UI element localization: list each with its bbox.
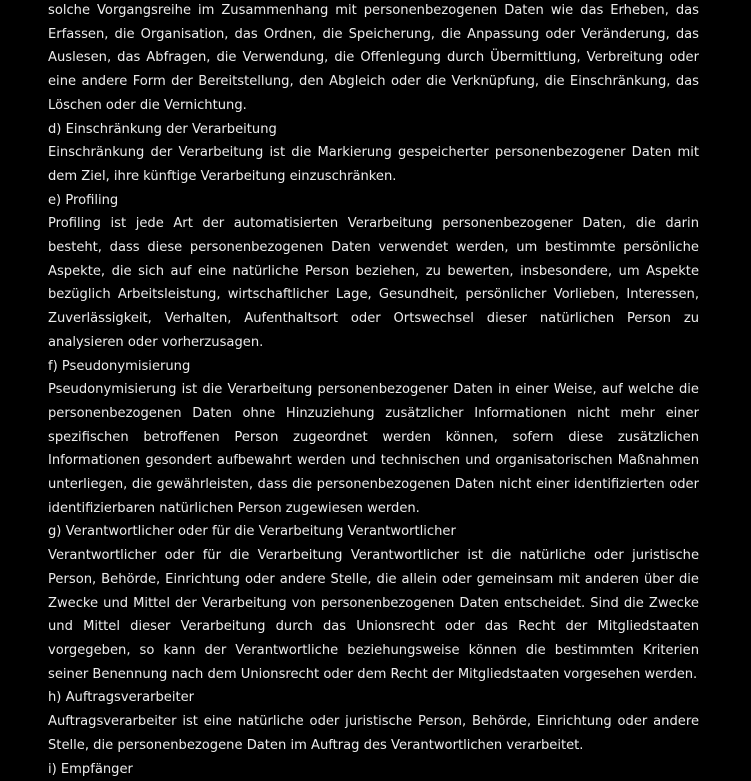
paragraph-processor: Auftragsverarbeiter ist eine natürliche oder juristische Person, Behörde, Einrichtung oder andere Stelle, die personenbezogene Daten im Auftrag des Verantwortlichen verarbeitet. <box>48 710 699 757</box>
heading-pseudonymisation: f) Pseudonymisierung <box>48 355 699 379</box>
document-body <box>48 0 699 781</box>
paragraph-controller: Verantwortlicher oder für die Verarbeitung Verantwortlicher ist die natürliche oder juristische Person, Behörde, Einrichtung oder andere Stelle, die allein oder gemeinsam mit anderen über die Zwecke und Mittel der Verarbeitung von personenbezogenen Daten entscheidet. Sind die Zwecke und Mittel dieser Verarbeitung durch das Unionsrecht oder das Recht der Mitgliedstaaten vorgegeben, so kann der Verantwortliche beziehungsweise können die bestimmten Kriterien seiner Benennung nach dem Unionsrecht oder dem Recht der Mitgliedstaaten vorgesehen werden. <box>48 544 699 686</box>
heading-processor: h) Auftragsverarbeiter <box>48 686 699 710</box>
paragraph-restriction-of-processing: Einschränkung der Verarbeitung ist die Markierung gespeicherter personenbezogener Daten mit dem Ziel, ihre künftige Verarbeitung einzuschränken. <box>48 141 699 188</box>
heading-recipient: i) Empfänger <box>48 758 699 781</box>
paragraph-processing-definition-continued: solche Vorgangsreihe im Zusammenhang mit personenbezogenen Daten wie das Erheben, das Erfassen, die Organisation, das Ordnen, die Speicherung, die Anpassung oder Veränderung, das Auslesen, das Abfragen, die Verwendung, die Offenlegung durch Übermittlung, Verbreitung oder eine andere Form der Bereitstellung, den Abgleich oder die Verknüpfung, die Einschränkung, das Löschen oder die Vernichtung. <box>48 0 699 118</box>
heading-restriction-of-processing: d) Einschränkung der Verarbeitung <box>48 118 699 142</box>
paragraph-profiling: Profiling ist jede Art der automatisierten Verarbeitung personenbezogener Daten, die darin besteht, dass diese personenbezogenen Daten verwendet werden, um bestimmte persönliche Aspekte, die sich auf eine natürliche Person beziehen, zu bewerten, insbesondere, um Aspekte bezüglich Arbeitsleistung, wirtschaftlicher Lage, Gesundheit, persönlicher Vorlieben, Interessen, Zuverlässigkeit, Verhalten, Aufenthaltsort oder Ortswechsel dieser natürlichen Person zu analysieren oder vorherzusagen. <box>48 212 699 354</box>
paragraph-pseudonymisation: Pseudonymisierung ist die Verarbeitung personenbezogener Daten in einer Weise, auf welche die personenbezogenen Daten ohne Hinzuziehung zusätzlicher Informationen nicht mehr einer spezifischen betroffenen Person zugeordnet werden können, sofern diese zusätzlichen Informationen gesondert aufbewahrt werden und technischen und organisatorischen Maßnahmen unterliegen, die gewährleisten, dass die personenbezogenen Daten nicht einer identifizierten oder identifizierbaren natürlichen Person zugewiesen werden. <box>48 378 699 520</box>
heading-profiling: e) Profiling <box>48 189 699 213</box>
heading-controller: g) Verantwortlicher oder für die Verarbeitung Verantwortlicher <box>48 520 699 544</box>
